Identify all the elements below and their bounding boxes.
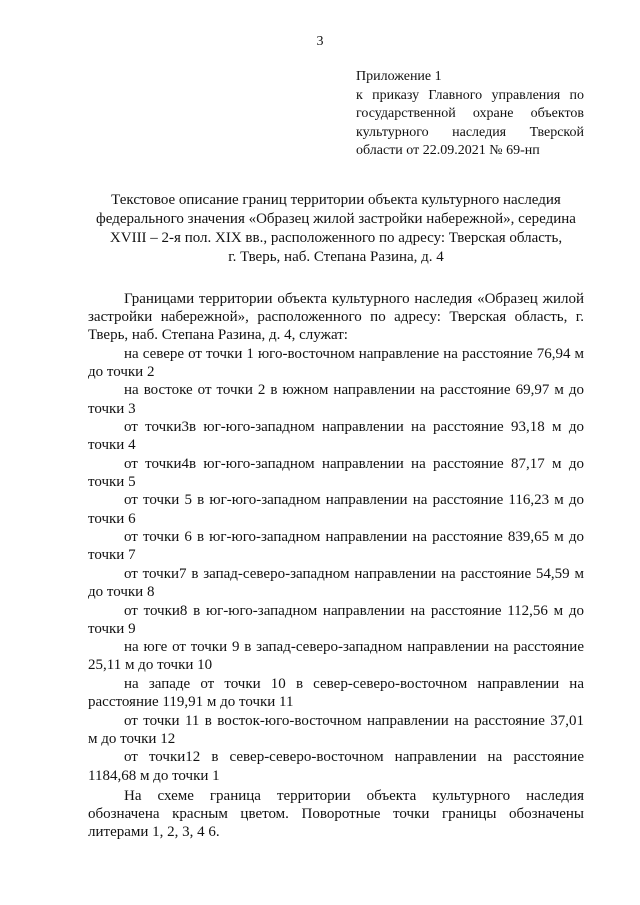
boundary-item: от точки 5 в юг-юго-западном направлении на расстояние 116,23 м до точки 6 <box>88 492 584 527</box>
boundary-item: на севере от точки 1 юго-восточном направление на расстояние 76,94 м до точки 2 <box>88 345 584 380</box>
title-line: федерального значения «Образец жилой застройки набережной», середина <box>96 211 576 227</box>
boundary-item: от точки8 в юг-юго-западном направлении на расстояние 112,56 м до точки 9 <box>88 602 584 637</box>
boundary-item: от точки12 в север-северо-восточном направлении на расстояние 1184,68 м до точки 1 <box>88 749 584 784</box>
closing-paragraph: На схеме граница территории объекта культурного наследия обозначена красным цветом. Поворотные точки границы обозначены литерами 1, 2, 3, 4 6. <box>88 787 584 841</box>
boundary-item: на западе от точки 10 в север-северо-восточном направлении на расстояние 119,91 м до точки 11 <box>88 675 584 711</box>
intro-paragraph: Границами территории объекта культурного наследия «Образец жилой застройки набережной», расположенного по адресу: Тверская область, г. Тверь, наб. Степана Разина, д. 4, служат: <box>88 291 584 344</box>
boundary-item: на юге от точки 9 в запад-северо-западном направлении на расстояние 25,11 м до точки 10 <box>88 639 584 674</box>
boundary-item: от точки3в юг-юго-западном направлении на расстояние 93,18 м до точки 4 <box>88 419 584 454</box>
boundary-item: от точки 11 в восток-юго-восточном направлении на расстояние 37,01 м до точки 12 <box>88 712 584 747</box>
document-title <box>88 191 584 267</box>
title-line: XVIII – 2-я пол. XIX вв., расположенного по адресу: Тверская область, <box>109 230 563 246</box>
boundary-item: от точки 6 в юг-юго-западном направлении на расстояние 839,65 м до точки 7 <box>88 529 584 564</box>
appendix-line: области от 22.09.2021 № 69-нп <box>356 143 540 158</box>
appendix-header <box>356 68 584 161</box>
boundary-item: от точки7 в запад-северо-западном направлении на расстояние 54,59 м до точки 8 <box>88 565 584 601</box>
appendix-line: культурного наследия Тверской <box>356 124 584 140</box>
boundary-item: на востоке от точки 2 в южном направлении на расстояние 69,97 м до точки 3 <box>88 382 584 417</box>
document-body <box>88 290 584 841</box>
title-line: г. Тверь, наб. Степана Разина, д. 4 <box>228 249 444 265</box>
appendix-line: Приложение 1 <box>356 69 442 84</box>
boundary-item: от точки4в юг-юго-западном направлении на расстояние 87,17 м до точки 5 <box>88 455 584 490</box>
page-number: 3 <box>316 34 324 49</box>
appendix-line: к приказу Главного управления по <box>356 87 584 103</box>
title-line: Текстовое описание границ территории объекта культурного наследия <box>111 192 561 208</box>
appendix-line: государственной охране объектов <box>356 106 584 121</box>
